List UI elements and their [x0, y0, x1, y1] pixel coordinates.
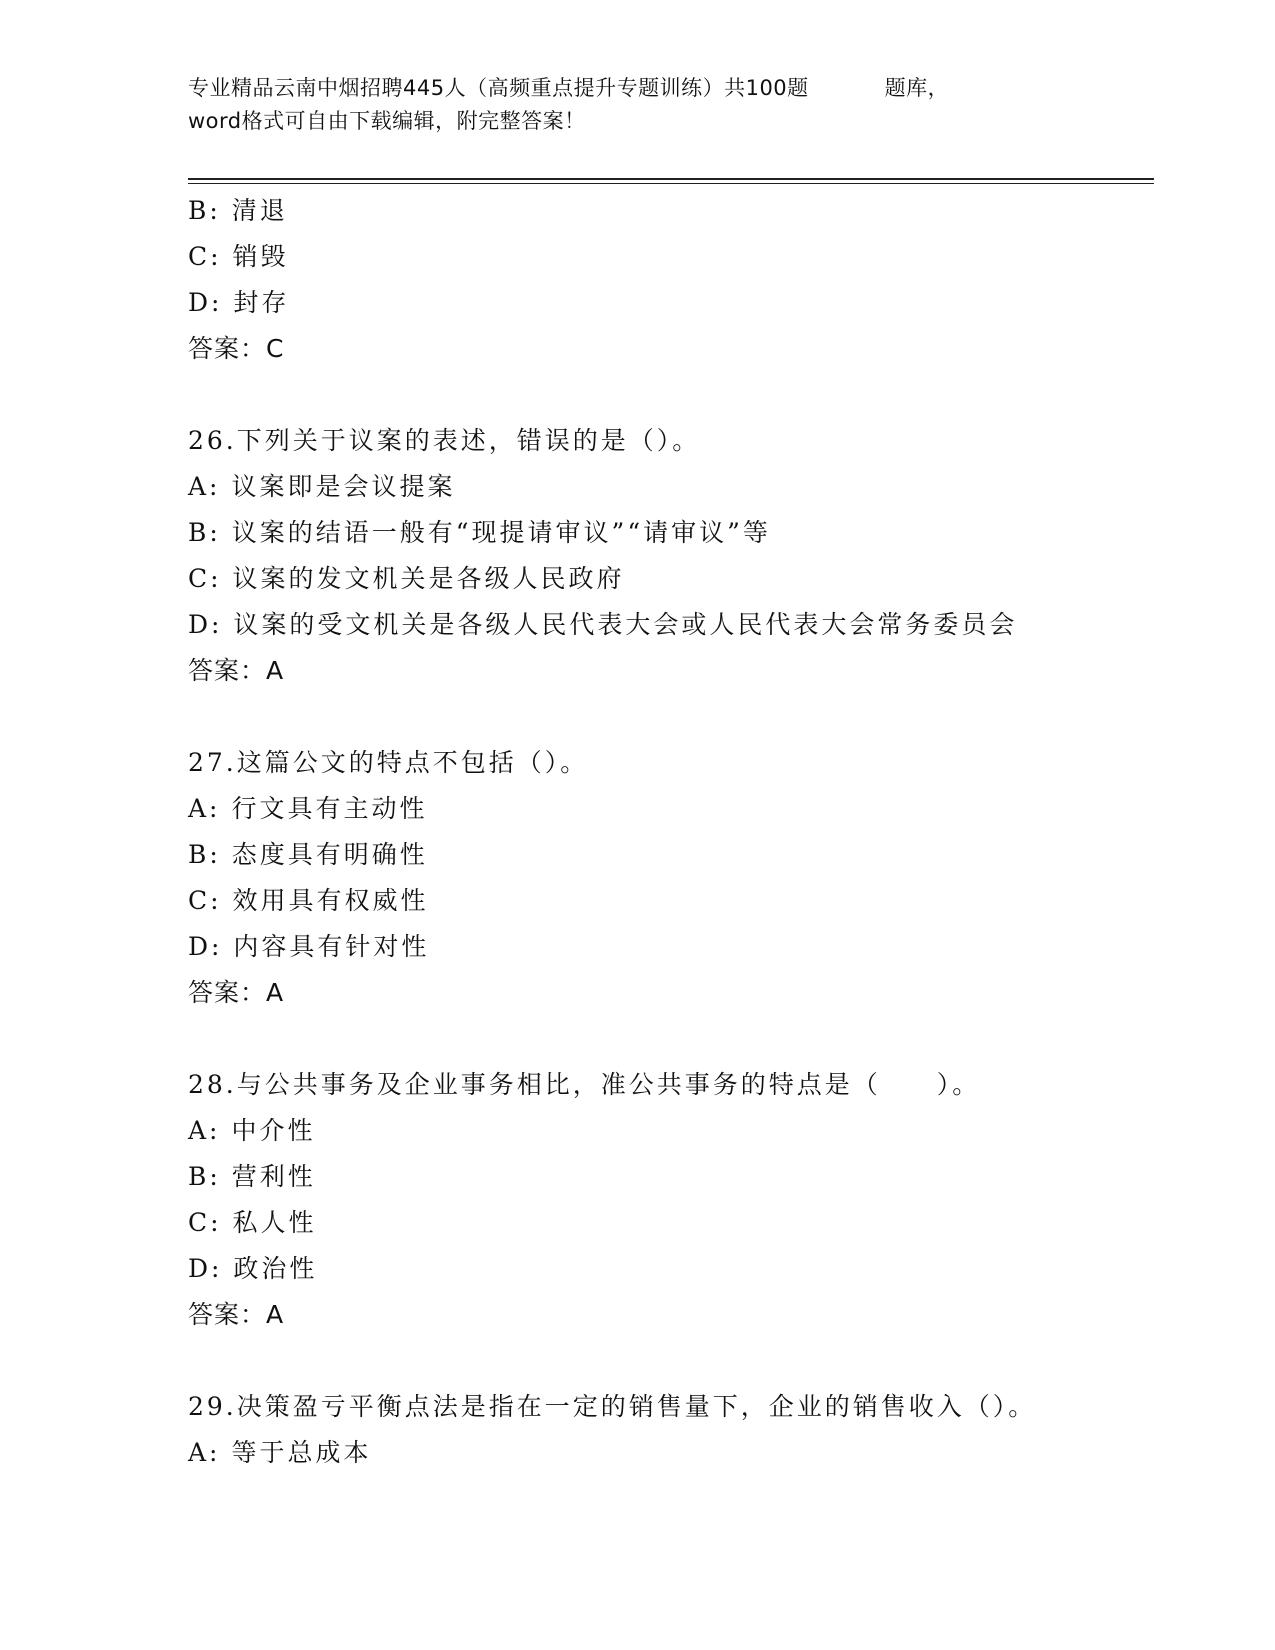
question-text: 28.与公共事务及企业事务相比，准公共事务的特点是（ ）。 — [188, 1070, 981, 1099]
option-line — [188, 878, 1154, 924]
header-title-part1: 专业精品云南中烟招聘445人（高频重点提升专题训练）共100题 — [188, 76, 809, 100]
option-text: 清退 — [231, 196, 288, 225]
option-label: A: — [188, 794, 221, 823]
option-line — [188, 786, 1154, 832]
option-line — [188, 1108, 1154, 1154]
question-block-29 — [188, 1384, 1154, 1476]
option-text: 营利性 — [231, 1162, 316, 1191]
header-divider-thick — [188, 178, 1154, 180]
option-label: B: — [188, 518, 221, 547]
answer-label: 答案： — [188, 656, 267, 685]
option-label: C: — [188, 1208, 222, 1237]
option-line — [188, 1430, 1154, 1476]
option-text: 议案的发文机关是各级人民政府 — [232, 564, 625, 593]
option-label: D: — [188, 1254, 223, 1283]
option-text: 议案的结语一般有“现提请审议”“请审议”等 — [231, 518, 771, 547]
option-label: A: — [188, 1438, 221, 1467]
answer-value: A — [266, 656, 285, 685]
option-label: C: — [188, 886, 222, 915]
option-text: 销毁 — [232, 242, 289, 271]
answer-line — [188, 648, 1154, 694]
answer-line — [188, 326, 1154, 372]
question-text: 26.下列关于议案的表述，错误的是（）。 — [188, 426, 701, 455]
question-block-26 — [188, 418, 1154, 694]
option-text: 私人性 — [232, 1208, 317, 1237]
answer-line — [188, 1292, 1154, 1338]
option-line — [188, 556, 1154, 602]
option-label: B: — [188, 840, 221, 869]
question-list — [188, 188, 1154, 1476]
header-line-1 — [188, 72, 1088, 105]
option-line — [188, 1154, 1154, 1200]
option-label: B: — [188, 196, 221, 225]
option-label: B: — [188, 1162, 221, 1191]
option-text: 封存 — [233, 288, 290, 317]
option-line — [188, 832, 1154, 878]
option-line — [188, 280, 1154, 326]
option-text: 行文具有主动性 — [231, 794, 428, 823]
option-label: C: — [188, 564, 222, 593]
answer-line — [188, 970, 1154, 1016]
header-title-part2: 题库， — [884, 76, 950, 100]
answer-value: A — [266, 1300, 285, 1329]
option-text: 议案即是会议提案 — [231, 472, 456, 501]
option-text: 议案的受文机关是各级人民代表大会或人民代表大会常务委员会 — [233, 610, 1018, 639]
option-line — [188, 464, 1154, 510]
option-line — [188, 234, 1154, 280]
option-line — [188, 1246, 1154, 1292]
question-block-28 — [188, 1062, 1154, 1338]
question-text: 29.决策盈亏平衡点法是指在一定的销售量下，企业的销售收入（）。 — [188, 1392, 1037, 1421]
question-text: 27.这篇公文的特点不包括（）。 — [188, 748, 589, 777]
option-line — [188, 924, 1154, 970]
option-label: C: — [188, 242, 222, 271]
option-text: 态度具有明确性 — [231, 840, 428, 869]
answer-value: A — [266, 978, 285, 1007]
question-block-25 — [188, 188, 1154, 372]
option-line — [188, 510, 1154, 556]
document-header — [188, 72, 1088, 138]
option-line — [188, 188, 1154, 234]
answer-label: 答案： — [188, 978, 267, 1007]
option-label: D: — [188, 610, 223, 639]
answer-label: 答案： — [188, 334, 267, 363]
option-label: A: — [188, 472, 221, 501]
option-text: 中介性 — [231, 1116, 316, 1145]
option-label: A: — [188, 1116, 221, 1145]
header-line-2: word格式可自由下载编辑，附完整答案！ — [188, 109, 586, 133]
answer-value: C — [266, 334, 285, 363]
option-text: 效用具有权威性 — [232, 886, 429, 915]
answer-label: 答案： — [188, 1300, 267, 1329]
option-label: D: — [188, 288, 223, 317]
option-text: 内容具有针对性 — [233, 932, 430, 961]
question-block-27 — [188, 740, 1154, 1016]
option-text: 政治性 — [233, 1254, 318, 1283]
option-text: 等于总成本 — [231, 1438, 372, 1467]
option-line — [188, 602, 1154, 648]
header-divider-thin — [188, 183, 1154, 184]
option-line — [188, 1200, 1154, 1246]
option-label: D: — [188, 932, 223, 961]
